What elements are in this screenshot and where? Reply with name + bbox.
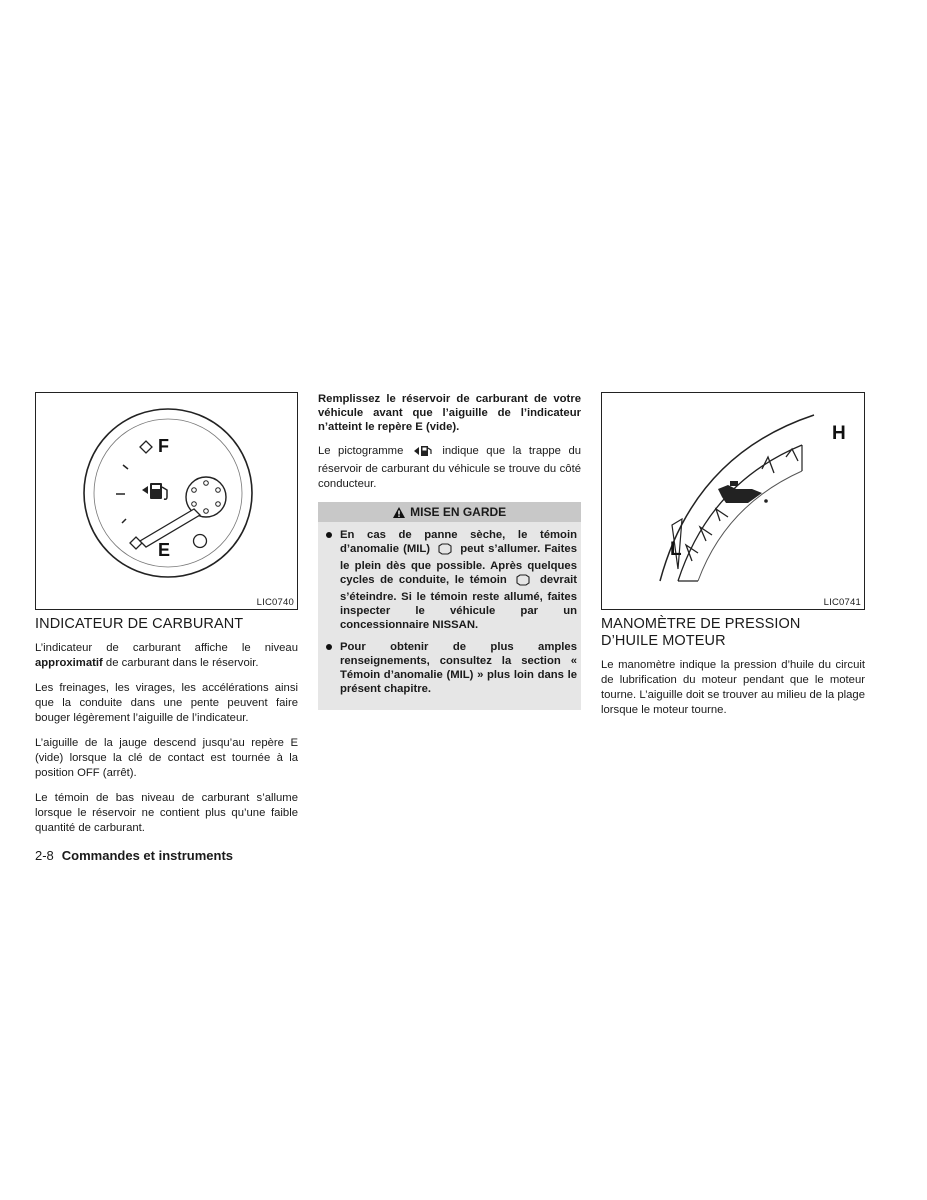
fuel-gauge-heading: INDICATEUR DE CARBURANT [35, 616, 244, 632]
figure-id-label: LIC0740 [256, 597, 294, 608]
fuel-paragraph-2: Les freinages, les virages, les accélérations ainsi que la conduite dans une pente peuvent faire bouger légèrement l’aiguille de l’indicateur. [35, 682, 298, 724]
chapter-title: Commandes et instruments [61, 848, 233, 863]
fuel-gauge-illustration [36, 393, 297, 609]
oil-high-mark: H [832, 423, 846, 444]
oil-low-mark: L [670, 539, 682, 560]
check-engine-icon [514, 574, 532, 590]
fuel-gauge-column [35, 392, 298, 846]
warning-item: En cas de panne sèche, le témoin d’anomalie (MIL) peut s’allumer. Faites le plein dès que possible. Après quelques cycles de conduite, le témoin devrait s’éteindre. Si le témoin reste allumé, faites inspecter le véhicule par un concessionnaire NISSAN. [322, 528, 577, 632]
fuel-gauge-figure [35, 392, 298, 610]
fuel-door-side-icon [413, 445, 433, 462]
warning-item: Pour obtenir de plus amples renseignements, consultez la section « Témoin d’anomalie (MIL) » plus loin dans le présent chapitre. [322, 640, 577, 696]
oil-paragraph-1: Le manomètre indique la pression d’huile du circuit de lubrification du moteur pendant que le moteur tourne. L’aiguille doit se trouver au milieu de la plage lorsque le moteur tourne. [601, 659, 865, 716]
oil-gauge-heading: MANOMÈTRE DE PRESSION D’HUILE MOTEUR [601, 616, 801, 649]
refuel-column [318, 392, 581, 710]
warning-box [318, 502, 581, 710]
fuel-full-mark: F [158, 436, 169, 456]
fuel-paragraph-1: L’indicateur de carburant affiche le niveau approximatif de carburant dans le réservoir. [35, 642, 298, 669]
oil-gauge-column [601, 392, 865, 728]
oil-can-icon [718, 481, 768, 503]
warning-header [318, 502, 581, 522]
oil-gauge-figure [601, 392, 865, 610]
page-number: 2-8 [35, 848, 54, 863]
check-engine-icon [436, 543, 454, 559]
warning-title: MISE EN GARDE [410, 505, 507, 519]
refuel-instruction: Remplissez le réservoir de carburant de votre véhicule avant que l’aiguille de l’indicateur n’atteint le repère E (vide). [318, 393, 581, 433]
fuel-empty-mark: E [158, 540, 171, 560]
page-footer [35, 848, 233, 863]
warning-triangle-icon [393, 507, 405, 518]
oil-gauge-illustration [602, 393, 864, 609]
pictogram-paragraph: Le pictogramme indique que la trappe du réservoir de carburant du véhicule se trouve du côté conducteur. [318, 445, 582, 490]
figure-id-label: LIC0741 [823, 597, 861, 608]
fuel-paragraph-4: Le témoin de bas niveau de carburant s’allume lorsque le réservoir ne contient plus qu’une faible quantité de carburant. [35, 792, 298, 834]
fuel-pump-icon [142, 483, 167, 499]
fuel-paragraph-3: L’aiguille de la jauge descend jusqu’au repère E (vide) lorsque la clé de contact est tournée à la position OFF (arrêt). [35, 737, 298, 779]
